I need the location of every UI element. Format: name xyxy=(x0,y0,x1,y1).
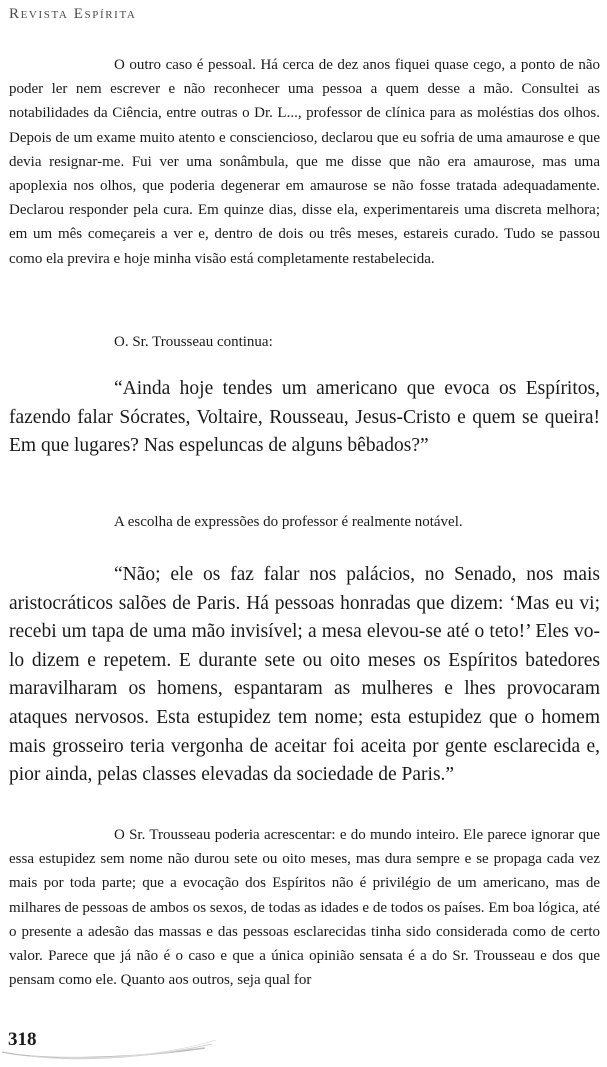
paragraph-personal-case: O outro caso é pessoal. Há cerca de dez anos fiquei quase cego, a ponto de não poder ler nem escrever e não reconhecer uma pessoa a quem desse a mão. Consultei as notabilidades da Ciência, entre outras o Dr. L..., professor de clínica para as moléstias dos olhos. Depois de um exame muito atento e consciencioso, declarou que eu sofria de uma amaurose e que devia resignar-me. Fui ver uma sonâmbula, que me disse que não era amaurose, mas uma apoplexia nos olhos, que poderia degenerar em amaurose se não fosse tratada adequadamente. Declarou responder pela cura. Em quinze dias, disse ela, experimentareis uma discreta melhora; em um mês começareis a ver e, dentro de dois ou três meses, estareis curado. Tudo se passou como ela previra e hoje minha visão está completamente restabelecida. xyxy=(9,57,600,267)
page-number: 318 xyxy=(8,1029,37,1050)
running-header: Revista Espírita xyxy=(9,6,137,22)
quote-palaces-senate: “Não; ele os faz falar nos palácios, no Senado, nos mais aristocráticos salões de Paris. Há pessoas honradas que dizem: ‘Mas eu vi; recebi um tapa de uma mão invisível; a mesa elevou-se até o teto!’ Eles vo-lo dizem e repetem. E durante sete ou oito meses os Espíritos batedores maravilharam os homens, espantaram as mulheres e lhes provocaram ataques nervosos. Esta estupidez tem nome; esta estupidez que o homem mais grosseiro teria vergonha de aceitar foi aceita por gente esclarecida e, pior ainda, pelas classes elevadas da sociedade de Paris.” xyxy=(9,564,600,786)
paragraph-expression-remark: A escolha de expressões do professor é realmente notável. xyxy=(114,514,463,530)
paragraph-trousseau-continues: O. Sr. Trousseau continua: xyxy=(114,334,273,350)
paragraph-trousseau-could-add: O Sr. Trousseau poderia acrescentar: e do mundo inteiro. Ele parece ignorar que essa estupidez sem nome não durou sete ou oito meses, mas dura sempre e se propaga cada vez mais por toda parte; que a evocação dos Espíritos não é privilégio de um americano, mas de milhares de pessoas de ambos os sexos, de todas as idades e de todos os países. Em boa lógica, até o presente a adesão das massas e das pessoas esclarecidas tinha sido considerada como de certo valor. Parece que já não é o caso e que a única opinião sensata é a do Sr. Trousseau e dos que pensam como ele. Quanto aos outros, seja qual for xyxy=(9,827,600,989)
quote-american-evocation: “Ainda hoje tendes um americano que evoca os Espíritos, fazendo falar Sócrates, Voltaire, Rousseau, Jesus-Cristo e quem se queira! Em que lugares? Nas espeluncas de alguns bêbados?” xyxy=(9,378,600,457)
